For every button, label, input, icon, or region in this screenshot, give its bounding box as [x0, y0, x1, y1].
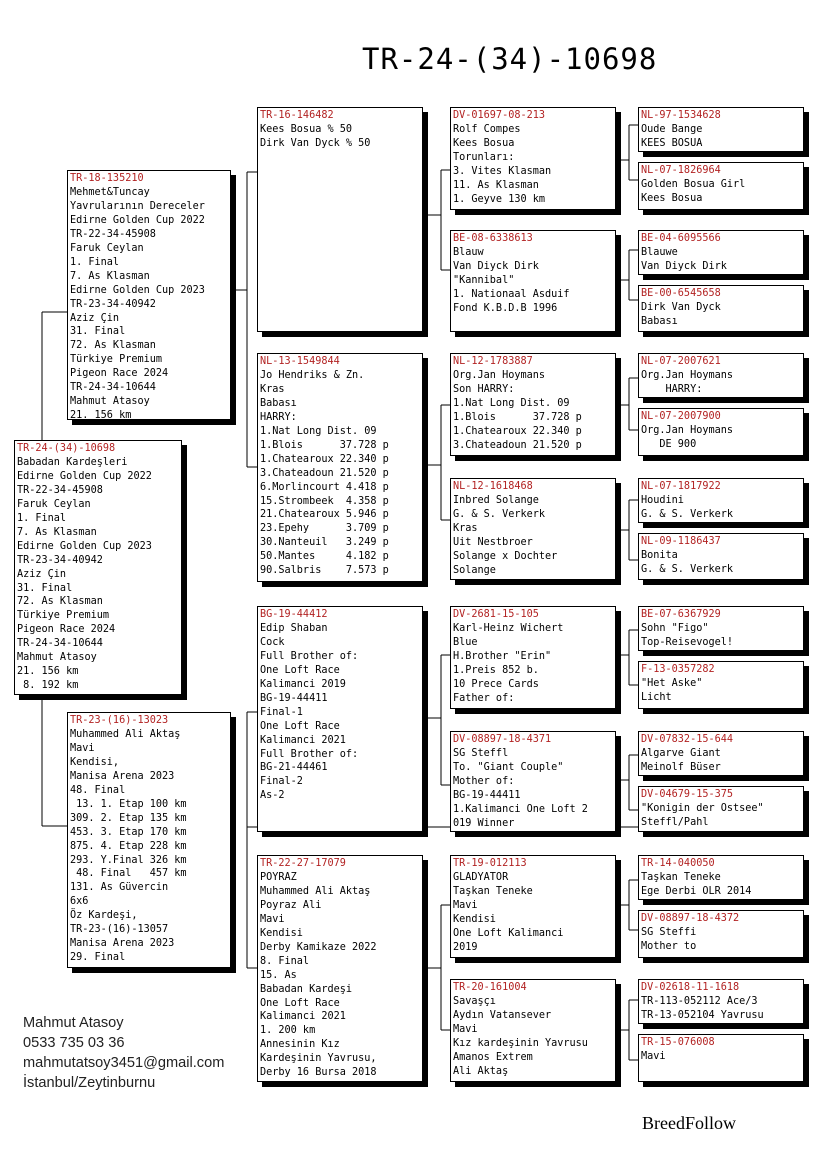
card-line: Fond K.B.D.B 1996 — [453, 302, 558, 314]
card-line: H.Brother "Erin" — [453, 650, 552, 662]
card-line: Karl-Heinz Wichert — [453, 622, 564, 634]
card-line: Kalimanci 2021 — [260, 1011, 346, 1023]
pigeon-card-sds — [450, 353, 616, 456]
pigeon-card-g5 — [638, 353, 804, 398]
card-line: Top-Reisevogel! — [641, 636, 734, 648]
card-line: 72. As Klasman — [17, 596, 103, 608]
card-line: BG-21-44461 — [260, 762, 328, 774]
card-line: Türkiye Premium — [70, 354, 163, 366]
card-line: Babası — [641, 315, 678, 327]
card-line: TR-22-34-45908 — [17, 484, 103, 496]
card-line: HARRY: — [260, 411, 297, 423]
card-line: Savaşçı — [453, 995, 496, 1007]
card-line: Org.Jan Hoymans — [453, 369, 546, 381]
card-line: Mehmet&Tuncay — [70, 186, 150, 198]
card-line: One Loft Kalimanci — [453, 927, 564, 939]
card-line: Muhammed Ali Aktaş — [260, 885, 371, 897]
card-line: Ege Derbi OLR 2014 — [641, 885, 752, 897]
card-line: Kendisi, — [70, 756, 120, 768]
ring-number: DV-07832-15-644 — [641, 734, 734, 745]
pigeon-card-dam — [67, 712, 231, 968]
pigeon-card-g6 — [638, 408, 804, 456]
pigeon-card-dsd — [450, 731, 616, 832]
contact-location: İstanbul/Zeytinburnu — [23, 1075, 156, 1091]
ring-number: BE-08-6338613 — [453, 233, 533, 244]
card-line: Father of: — [453, 692, 515, 704]
ring-number: NL-07-2007621 — [641, 356, 721, 367]
card-line: 72. As Klasman — [70, 340, 156, 352]
card-line: Kendisi — [260, 927, 303, 939]
card-line: Mother of: — [453, 775, 515, 787]
card-line: Edip Shaban — [260, 622, 328, 634]
card-line: Amanos Extrem — [453, 1051, 533, 1063]
ring-number: NL-13-1549844 — [260, 356, 340, 367]
card-line: Edirne Golden Cup 2023 — [70, 284, 205, 296]
ring-number: DV-02618-11-1618 — [641, 982, 740, 993]
card-line: 6.Morlincourt 4.418 p — [260, 481, 389, 493]
pigeon-card-dss — [450, 606, 616, 709]
card-line: Türkiye Premium — [17, 610, 110, 622]
card-line: Mavi — [260, 913, 285, 925]
card-line: 131. As Güvercin — [70, 882, 169, 894]
card-line: Full Brother of: — [260, 748, 359, 760]
pigeon-card-g4 — [638, 285, 804, 332]
pigeon-card-dd — [257, 855, 423, 1082]
card-line: Annesinin Kız — [260, 1039, 340, 1051]
pigeon-card-g2 — [638, 162, 804, 210]
card-line: Babadan Kardeşleri — [17, 456, 128, 468]
card-line: Faruk Ceylan — [70, 242, 144, 254]
card-line: 1.Kalimanci One Loft 2 — [453, 803, 588, 815]
card-line: 23.Epehy 3.709 p — [260, 523, 389, 535]
card-line: Solange — [453, 564, 496, 576]
card-line: Steffl/Pahl — [641, 816, 709, 828]
card-line: Torunları: — [453, 151, 515, 163]
card-line: 13. 1. Etap 100 km — [70, 798, 187, 810]
card-line: Final-1 — [260, 706, 303, 718]
card-line: Algarve Giant — [641, 747, 721, 759]
card-line: Blauw — [453, 246, 484, 258]
card-line: Dirk Van Dyck — [641, 301, 721, 313]
card-line: Mavi — [453, 899, 478, 911]
pigeon-card-g8 — [638, 533, 804, 580]
card-line: 11. As Klasman — [453, 179, 539, 191]
pigeon-card-subject — [14, 440, 182, 695]
pigeon-card-g11 — [638, 731, 804, 776]
ring-number: BG-19-44412 — [260, 609, 328, 620]
card-line: Cock — [260, 636, 285, 648]
card-line: 31. Final — [17, 582, 73, 594]
card-line: Edirne Golden Cup 2023 — [17, 540, 152, 552]
card-line: Mavi — [453, 1023, 478, 1035]
card-line: 453. 3. Etap 170 km — [70, 826, 187, 838]
card-line: Son HARRY: — [453, 383, 515, 395]
card-line: Uit Nestbroer — [453, 536, 533, 548]
card-line: 1. 200 km — [260, 1025, 316, 1037]
ring-number: NL-07-1817922 — [641, 481, 721, 492]
card-line: 019 Winner — [453, 817, 515, 829]
pigeon-card-g3 — [638, 230, 804, 275]
ring-number: DV-04679-15-375 — [641, 789, 734, 800]
ring-number: TR-24-(34)-10698 — [17, 443, 116, 454]
pigeon-card-g12 — [638, 786, 804, 832]
ring-number: TR-23-(16)-13023 — [70, 715, 169, 726]
card-line: TR-23-34-40942 — [70, 298, 156, 310]
card-line: Yavrularının Dereceler — [70, 200, 205, 212]
card-line: BG-19-44411 — [260, 692, 328, 704]
card-line: 31. Final — [70, 326, 126, 338]
card-line: Taşkan Teneke — [453, 885, 533, 897]
card-line: Kees Bosua — [641, 192, 703, 204]
card-line: 1. Final — [17, 512, 67, 524]
card-line: Full Brother of: — [260, 650, 359, 662]
card-line: 50.Mantes 4.182 p — [260, 551, 389, 563]
card-line: "Konigin der Ostsee" — [641, 802, 764, 814]
card-line: TR-24-34-10644 — [70, 382, 156, 394]
card-line: Muhammed Ali Aktaş — [70, 728, 181, 740]
card-line: Babası — [260, 397, 297, 409]
card-line: Mahmut Atasoy — [17, 652, 97, 664]
ring-number: NL-12-1618468 — [453, 481, 533, 492]
card-line: DE 900 — [641, 438, 697, 450]
pigeon-card-sd — [257, 353, 423, 582]
card-line: Van Diyck Dirk — [641, 260, 727, 272]
card-line: One Loft Race — [260, 997, 340, 1009]
ring-number: TR-18-135210 — [70, 173, 144, 184]
page-title: TR-24-(34)-10698 — [362, 42, 658, 76]
pigeon-card-sss — [450, 107, 616, 210]
card-line: 1. Geyve 130 km — [453, 193, 546, 205]
ring-number: DV-2681-15-105 — [453, 609, 539, 620]
ring-number: DV-08897-18-4371 — [453, 734, 552, 745]
pigeon-card-g1 — [638, 107, 804, 152]
card-line: 21.Chatearoux 5.946 p — [260, 509, 389, 521]
ring-number: TR-15-076008 — [641, 1037, 715, 1048]
card-line: 1. Nationaal Asduif — [453, 288, 570, 300]
card-line: 1.Chatearoux 22.340 p — [453, 425, 582, 437]
card-line: 21. 156 km — [70, 410, 132, 420]
card-line: Solange x Dochter — [453, 550, 558, 562]
card-line: 3.Chateadoun 21.520 p — [260, 467, 389, 479]
card-line: 1. Final — [70, 256, 120, 268]
card-line: Poyraz Ali — [260, 899, 322, 911]
card-line: 293. Y.Final 326 km — [70, 854, 187, 866]
pigeon-card-sire — [67, 170, 231, 420]
card-line: Blauwe — [641, 246, 678, 258]
card-line: Derby Kamikaze 2022 — [260, 941, 377, 953]
card-line: Bonita — [641, 549, 678, 561]
card-line: 7. As Klasman — [17, 526, 97, 538]
card-line: Mavi — [70, 742, 95, 754]
card-line: TR-113-052112 Ace/3 — [641, 995, 758, 1007]
card-line: Licht — [641, 691, 672, 703]
card-line: Final-2 — [260, 776, 303, 788]
card-line: Sohn "Figo" — [641, 622, 709, 634]
card-line: Kendisi — [453, 913, 496, 925]
card-line: Kees Bosua — [453, 137, 515, 149]
pigeon-card-g14 — [638, 910, 804, 958]
pigeon-card-g7 — [638, 478, 804, 523]
card-line: To. "Giant Couple" — [453, 761, 564, 773]
card-line: Taşkan Teneke — [641, 871, 721, 883]
pigeon-card-ddd — [450, 979, 616, 1082]
card-line: Blue — [453, 636, 478, 648]
card-line: Pigeon Race 2024 — [70, 368, 169, 380]
card-line: 1.Chatearoux 22.340 p — [260, 453, 389, 465]
card-line: Kras — [260, 383, 285, 395]
card-line: 15.Strombeek 4.358 p — [260, 495, 389, 507]
card-line: TR-13-052104 Yavrusu — [641, 1009, 764, 1021]
card-line: TR-23-(16)-13057 — [70, 924, 169, 936]
card-line: Kras — [453, 522, 478, 534]
ring-number: F-13-0357282 — [641, 664, 715, 675]
card-line: One Loft Race — [260, 664, 340, 676]
ring-number: NL-97-1534628 — [641, 110, 721, 121]
card-line: HARRY: — [641, 383, 703, 395]
card-line: Org.Jan Hoymans — [641, 424, 734, 436]
ring-number: TR-19-012113 — [453, 858, 527, 869]
pigeon-card-g10 — [638, 661, 804, 709]
card-line: Faruk Ceylan — [17, 498, 91, 510]
card-line: Jo Hendriks & Zn. — [260, 369, 365, 381]
card-line: Org.Jan Hoymans — [641, 369, 734, 381]
card-line: 2019 — [453, 941, 478, 953]
card-line: G. & S. Verkerk — [453, 508, 546, 520]
card-line: Aziz Çin — [17, 568, 67, 580]
card-line: TR-22-34-45908 — [70, 228, 156, 240]
pigeon-card-g16 — [638, 1034, 804, 1082]
card-line: 21. 156 km — [17, 666, 79, 678]
card-line: 3. Vites Klasman — [453, 165, 552, 177]
card-line: 90.Salbris 7.573 p — [260, 565, 389, 577]
card-line: Derby 16 Bursa 2018 — [260, 1067, 377, 1079]
ring-number: NL-07-1826964 — [641, 165, 721, 176]
card-line: Mavi — [641, 1050, 666, 1062]
card-line: Kalimanci 2021 — [260, 734, 346, 746]
ring-number: NL-12-1783887 — [453, 356, 533, 367]
ring-number: BE-04-6095566 — [641, 233, 721, 244]
card-line: TR-24-34-10644 — [17, 638, 103, 650]
ring-number: TR-20-161004 — [453, 982, 527, 993]
card-line: GLADYATOR — [453, 871, 509, 883]
card-line: 875. 4. Etap 228 km — [70, 840, 187, 852]
card-line: 15. As — [260, 969, 297, 981]
card-line: "Kannibal" — [453, 274, 515, 286]
card-line: As-2 — [260, 790, 285, 802]
card-line: Aydın Vatansever — [453, 1009, 552, 1021]
ring-number: NL-09-1186437 — [641, 536, 721, 547]
card-line: 7. As Klasman — [70, 270, 150, 282]
card-line: 29. Final — [70, 952, 126, 964]
card-line: Houdini — [641, 494, 684, 506]
card-line: Manisa Arena 2023 — [70, 770, 175, 782]
card-line: Edirne Golden Cup 2022 — [70, 214, 205, 226]
card-line: Aziz Çin — [70, 312, 120, 324]
ring-number: BE-07-6367929 — [641, 609, 721, 620]
card-line: TR-23-34-40942 — [17, 554, 103, 566]
card-line: 1.Blois 37.728 p — [453, 411, 582, 423]
card-line: Kees Bosua % 50 — [260, 123, 353, 135]
pigeon-card-g13 — [638, 855, 804, 900]
pigeon-card-sdd — [450, 478, 616, 580]
card-line: 8. 192 km — [17, 680, 79, 692]
card-line: 309. 2. Etap 135 km — [70, 812, 187, 824]
card-line: 10 Prece Cards — [453, 678, 539, 690]
pigeon-card-dds — [450, 855, 616, 958]
ring-number: DV-01697-08-213 — [453, 110, 546, 121]
ring-number: BE-00-6545658 — [641, 288, 721, 299]
card-line: Van Diyck Dirk — [453, 260, 539, 272]
card-line: Babadan Kardeşi — [260, 983, 353, 995]
card-line: Mahmut Atasoy — [70, 396, 150, 408]
card-line: 3.Chateadoun 21.520 p — [453, 439, 582, 451]
card-line: KEES BOSUA — [641, 137, 703, 149]
card-line: 1.Preis 852 b. — [453, 664, 539, 676]
card-line: Pigeon Race 2024 — [17, 624, 116, 636]
card-line: Rolf Compes — [453, 123, 521, 135]
ring-number: TR-16-146482 — [260, 110, 334, 121]
card-line: 1.Nat Long Dist. 09 — [453, 397, 570, 409]
ring-number: TR-22-27-17079 — [260, 858, 346, 869]
card-line: POYRAZ — [260, 871, 297, 883]
card-line: Kız kardeşinin Yavrusu — [453, 1037, 588, 1049]
card-line: Ali Aktaş — [453, 1065, 509, 1077]
brand-logo-text: BreedFollow — [642, 1113, 736, 1133]
card-line: Inbred Solange — [453, 494, 539, 506]
contact-phone: 0533 735 03 36 — [23, 1035, 125, 1051]
card-line: 1.Blois 37.728 p — [260, 439, 389, 451]
pigeon-card-ss — [257, 107, 423, 332]
card-line: G. & S. Verkerk — [641, 508, 734, 520]
card-line: 48. Final 457 km — [70, 868, 187, 880]
card-line: 8. Final — [260, 955, 310, 967]
pigeon-card-ds — [257, 606, 423, 832]
card-line: 1.Nat Long Dist. 09 — [260, 425, 377, 437]
pigeon-card-g9 — [638, 606, 804, 651]
card-line: BG-19-44411 — [453, 789, 521, 801]
card-line: 48. Final — [70, 784, 126, 796]
card-line: Dirk Van Dyck % 50 — [260, 137, 371, 149]
card-line: "Het Aske" — [641, 677, 703, 689]
card-line: One Loft Race — [260, 720, 340, 732]
card-line: Öz Kardeşi, — [70, 910, 138, 922]
contact-info — [23, 1013, 224, 1093]
pigeon-card-g15 — [638, 979, 804, 1024]
card-line: SG Steffl — [453, 747, 509, 759]
card-line: 6x6 — [70, 896, 89, 908]
card-line: Edirne Golden Cup 2022 — [17, 470, 152, 482]
ring-number: NL-07-2007900 — [641, 411, 721, 422]
pigeon-card-ssd — [450, 230, 616, 332]
contact-email: mahmutatsoy3451@gmail.com — [23, 1055, 225, 1071]
contact-name: Mahmut Atasoy — [23, 1015, 124, 1031]
card-line: Golden Bosua Girl — [641, 178, 746, 190]
card-line: Kalimanci 2019 — [260, 678, 346, 690]
card-line: 30.Nanteuil 3.249 p — [260, 537, 389, 549]
card-line: Oude Bange — [641, 123, 703, 135]
card-line: Meinolf Büser — [641, 761, 721, 773]
card-line: Mother to — [641, 940, 697, 952]
card-line: G. & S. Verkerk — [641, 563, 734, 575]
ring-number: DV-08897-18-4372 — [641, 913, 740, 924]
ring-number: TR-14-040050 — [641, 858, 715, 869]
card-line: Manisa Arena 2023 — [70, 938, 175, 950]
card-line: SG Steffi — [641, 926, 697, 938]
card-line: Kardeşinin Yavrusu, — [260, 1053, 377, 1065]
